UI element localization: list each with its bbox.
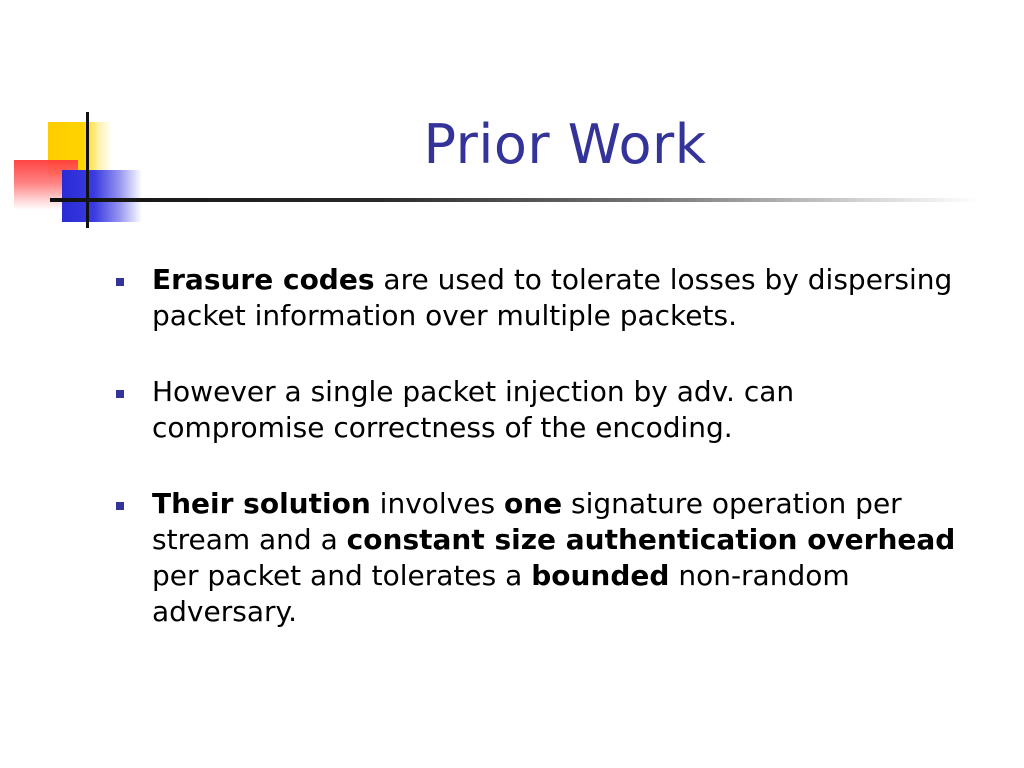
slide-title: Prior Work (423, 113, 707, 176)
bullet-text-bold: Their solution (152, 487, 371, 520)
square-bullet-icon (116, 390, 124, 398)
bullet-text: involves (370, 487, 504, 520)
bullet-text-bold: bounded (531, 559, 670, 592)
bullet-item (112, 374, 972, 446)
bullet-text: are used to tolerate losses by dispersing packet information over multiple packets. (152, 263, 953, 332)
square-bullet-icon (116, 502, 124, 510)
bullet-text: However a single packet injection by adv. can compromise correctness of the encoding. (152, 375, 795, 444)
bullet-item (112, 262, 972, 334)
bullet-text: non-random adversary. (152, 559, 850, 628)
title-underline (50, 198, 980, 202)
bullet-text-bold: Erasure codes (152, 263, 375, 296)
bullet-text: signature operation per stream and a (152, 487, 902, 556)
bullet-item (112, 486, 972, 630)
square-bullet-icon (116, 278, 124, 286)
bullet-text-bold: constant size authentication overhead (346, 523, 956, 556)
blue-square-decoration (62, 170, 142, 222)
bullet-text: per packet and tolerates a (152, 559, 532, 592)
bullet-text-bold: one (503, 487, 563, 520)
bullet-list (112, 262, 972, 670)
